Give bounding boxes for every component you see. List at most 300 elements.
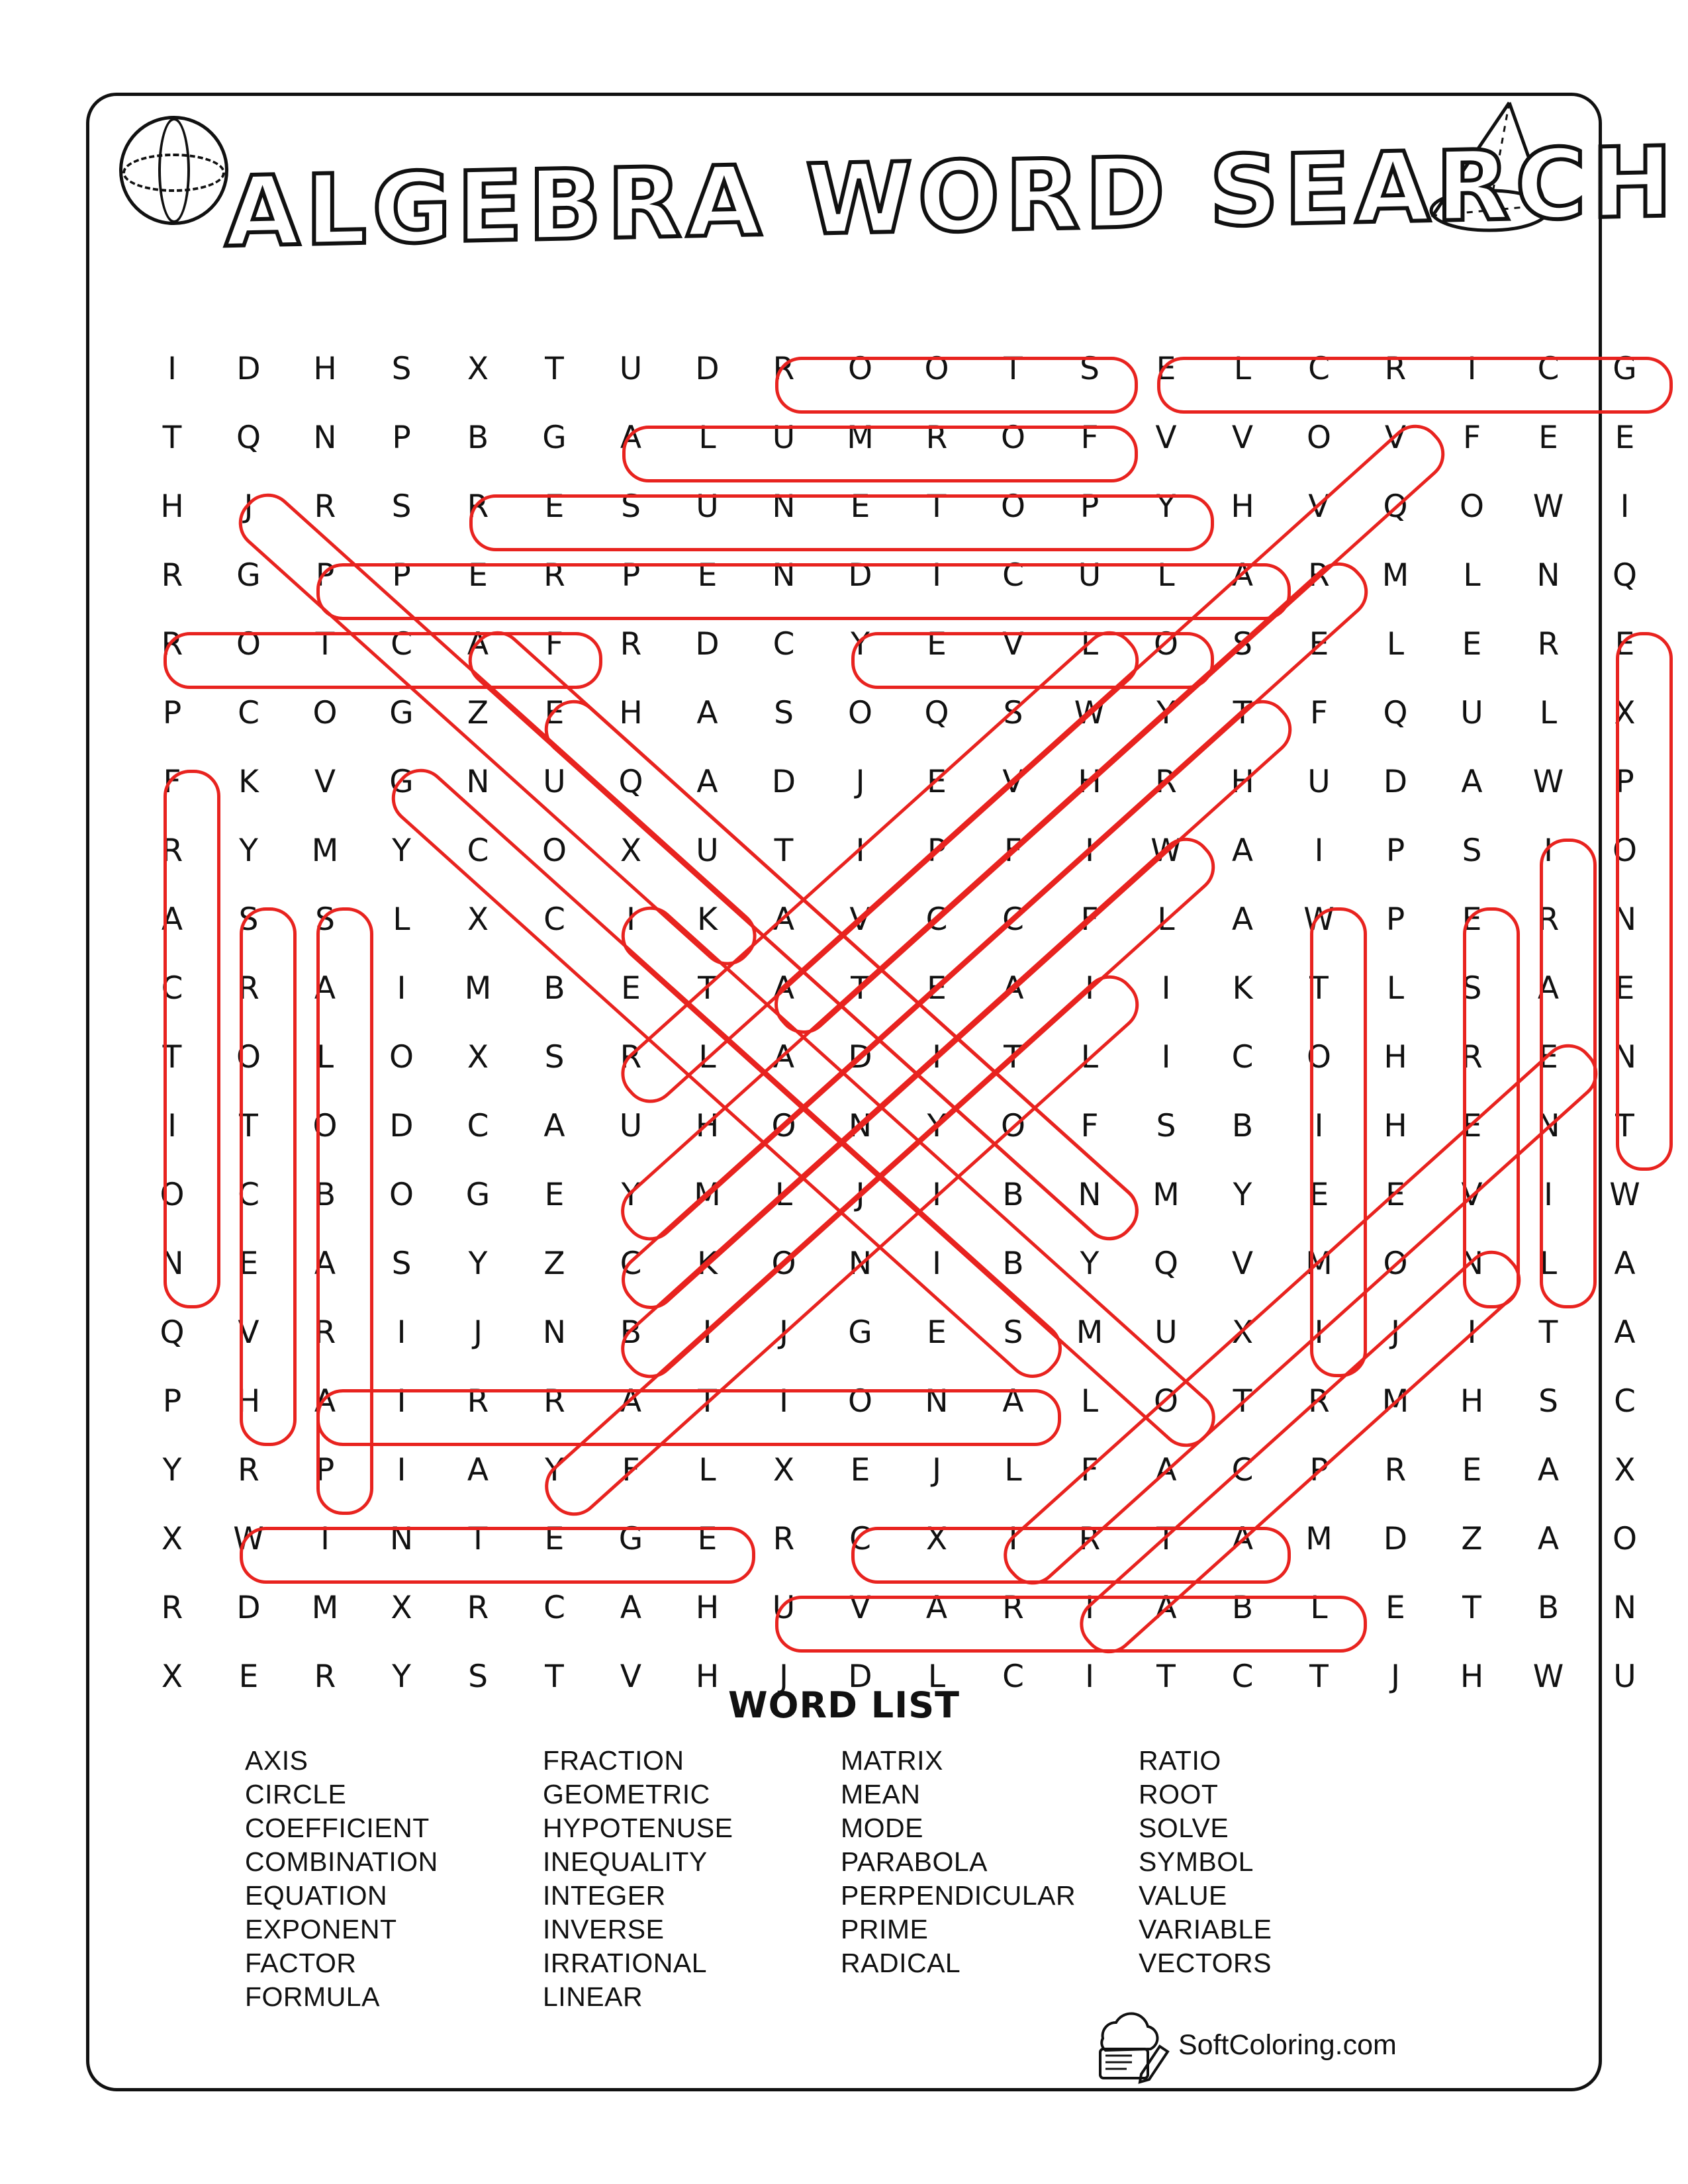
word-list-column	[543, 1744, 841, 2014]
grid-letter: X	[467, 351, 489, 387]
grid-letter: C	[543, 1590, 565, 1626]
grid-letter: T	[1538, 1314, 1558, 1351]
word-list-item: FORMULA	[245, 1981, 380, 2012]
grid-letter: E	[1385, 1177, 1405, 1213]
word-list-item: PRIME	[841, 1914, 929, 1944]
grid-letter: E	[1538, 420, 1558, 456]
grid-letter: V	[1002, 626, 1024, 662]
grid-letter: I	[1314, 833, 1324, 869]
grid-letter: I	[626, 901, 635, 938]
word-list-item: PARABOLA	[841, 1846, 988, 1877]
page-title-text: ALGEBRA WORD SEARCH	[225, 126, 1678, 269]
grid-letter: Q	[1613, 557, 1637, 594]
grid-letter: S	[1080, 351, 1100, 387]
grid-letter: N	[925, 1383, 949, 1420]
grid-letter: E	[1309, 626, 1329, 662]
grid-letter: O	[236, 626, 261, 662]
grid-letter: F	[1462, 420, 1481, 456]
grid-letter: S	[1462, 970, 1482, 1007]
grid-letter: P	[1309, 1452, 1329, 1488]
grid-letter: L	[774, 1177, 793, 1213]
grid-letter: R	[1155, 764, 1177, 800]
grid-letter: Z	[467, 695, 489, 731]
grid-letter: G	[236, 557, 261, 594]
grid-letter: R	[314, 1659, 336, 1695]
grid-letter: D	[389, 1108, 414, 1144]
grid-letter: J	[855, 764, 865, 800]
grid-letter: Y	[1233, 1177, 1252, 1213]
grid-letter: L	[927, 1659, 946, 1695]
grid-letter: K	[697, 901, 718, 938]
grid-letter: J	[779, 1314, 788, 1351]
grid-letter: W	[1532, 488, 1564, 525]
grid-letter: D	[695, 351, 720, 387]
grid-letter: A	[161, 901, 183, 938]
grid-letter: D	[848, 557, 872, 594]
grid-letter: R	[238, 1452, 259, 1488]
grid-letter: T	[545, 1659, 564, 1695]
grid-letter: B	[1002, 1177, 1024, 1213]
grid-letter: E	[1462, 1108, 1482, 1144]
grid-letter: R	[1384, 351, 1407, 387]
grid-letter: U	[772, 1590, 796, 1626]
grid-letter: N	[160, 1246, 184, 1282]
grid-letter: E	[468, 557, 488, 594]
grid-letter: V	[1002, 764, 1024, 800]
grid-letter: T	[1004, 351, 1023, 387]
grid-letter: C	[1002, 557, 1024, 594]
grid-letter: N	[1613, 1590, 1637, 1626]
grid-letter: J	[1391, 1314, 1400, 1351]
grid-letter: W	[1532, 764, 1564, 800]
grid-letter: Y	[392, 1659, 411, 1695]
grid-letter: I	[1544, 1177, 1553, 1213]
grid-letter: P	[315, 1452, 335, 1488]
grid-letter: L	[1310, 1590, 1328, 1626]
grid-letter: S	[391, 1246, 412, 1282]
grid-letter: I	[779, 1383, 788, 1420]
grid-letter: F	[1080, 1452, 1099, 1488]
grid-letter: E	[697, 557, 718, 594]
grid-letter: E	[238, 1659, 259, 1695]
grid-letter: V	[1155, 420, 1177, 456]
grid-letter: N	[1460, 1246, 1484, 1282]
grid-letter: O	[1307, 420, 1331, 456]
grid-letter: H	[1383, 1039, 1407, 1075]
grid-letter: S	[774, 695, 794, 731]
grid-letter: A	[314, 1383, 336, 1420]
grid-letter: R	[620, 626, 642, 662]
grid-letter: O	[1001, 420, 1025, 456]
grid-letter: O	[848, 695, 872, 731]
grid-letter: N	[848, 1246, 872, 1282]
page-title	[225, 126, 1678, 295]
grid-letter: Z	[543, 1246, 565, 1282]
grid-letter: A	[1231, 557, 1254, 594]
grid-letter: S	[621, 488, 641, 525]
grid-letter: T	[239, 1108, 258, 1144]
grid-letter: B	[467, 420, 489, 456]
grid-letter: L	[393, 901, 410, 938]
grid-letter: O	[389, 1039, 414, 1075]
grid-letter: T	[1233, 1383, 1252, 1420]
grid-letter: R	[467, 1383, 489, 1420]
grid-letter: M	[464, 970, 492, 1007]
grid-letter: C	[238, 1177, 259, 1213]
grid-letter: Q	[1383, 488, 1408, 525]
word-list-item: INEQUALITY	[543, 1846, 708, 1877]
grid-letter: G	[389, 764, 414, 800]
grid-letter: F	[1309, 695, 1329, 731]
grid-letter: T	[468, 1521, 488, 1557]
grid-letter: S	[391, 488, 412, 525]
grid-letter: Y	[162, 1452, 182, 1488]
grid-letter: H	[1460, 1659, 1484, 1695]
grid-letter: A	[620, 1590, 642, 1626]
grid-letter: C	[773, 626, 795, 662]
grid-letter: J	[932, 1452, 941, 1488]
grid-letter: A	[773, 1039, 795, 1075]
grid-letter: C	[1231, 1039, 1254, 1075]
grid-letter: E	[1462, 901, 1482, 938]
grid-letter: O	[924, 351, 949, 387]
grid-letter: O	[771, 1108, 796, 1144]
grid-letter: A	[1537, 1452, 1560, 1488]
grid-letter: W	[233, 1521, 264, 1557]
grid-letter: P	[315, 557, 335, 594]
grid-letter: U	[543, 764, 566, 800]
grid-letter: U	[696, 833, 719, 869]
word-list-item: GEOMETRIC	[543, 1779, 710, 1809]
grid-letter: A	[543, 1108, 565, 1144]
grid-letter: S	[1156, 1108, 1176, 1144]
grid-letter: T	[1233, 695, 1252, 731]
grid-letter: R	[1537, 626, 1560, 662]
word-list-column	[1139, 1744, 1436, 2014]
grid-letter: G	[389, 695, 414, 731]
word-list-item: CIRCLE	[245, 1779, 347, 1809]
grid-letter: R	[620, 1039, 642, 1075]
grid-letter: M	[1382, 557, 1409, 594]
word-list-item: SYMBOL	[1139, 1846, 1254, 1877]
grid-letter: V	[620, 1659, 642, 1695]
grid-letter: R	[543, 557, 565, 594]
grid-letter: H	[619, 695, 643, 731]
grid-letter: B	[543, 970, 565, 1007]
grid-letter: D	[848, 1659, 872, 1695]
grid-letter: H	[236, 1383, 261, 1420]
grid-letter: Y	[1156, 488, 1176, 525]
grid-letter: G	[848, 1314, 872, 1351]
grid-letter: X	[773, 1452, 795, 1488]
grid-letter: A	[773, 970, 795, 1007]
grid-letter: U	[1154, 1314, 1178, 1351]
grid-letter: U	[1460, 695, 1483, 731]
word-list-item: VALUE	[1139, 1880, 1227, 1911]
word-search-grid	[154, 351, 1640, 1695]
grid-letter: L	[1233, 351, 1252, 387]
grid-letter: N	[848, 1108, 872, 1144]
word-list-item: INVERSE	[543, 1914, 665, 1944]
grid-letter: P	[392, 557, 411, 594]
grid-letter: T	[1615, 1108, 1634, 1144]
grid-letter: N	[313, 420, 337, 456]
grid-letter: X	[467, 901, 489, 938]
grid-letter: I	[167, 351, 177, 387]
word-list-item: RADICAL	[841, 1948, 961, 1978]
grid-letter: Y	[392, 833, 411, 869]
grid-letter: M	[694, 1177, 721, 1213]
grid-letter: R	[1384, 1452, 1407, 1488]
grid-letter: D	[1383, 764, 1408, 800]
word-list-item: MEAN	[841, 1779, 921, 1809]
grid-letter: S	[1003, 695, 1023, 731]
grid-letter: S	[391, 351, 412, 387]
grid-letter: S	[1233, 626, 1252, 662]
grid-letter: L	[1463, 557, 1481, 594]
grid-letter: D	[236, 351, 261, 387]
grid-letter: H	[695, 1659, 720, 1695]
grid-letter: A	[773, 901, 795, 938]
grid-letter: Y	[468, 1246, 488, 1282]
grid-letter: I	[1085, 970, 1094, 1007]
grid-letter: L	[1004, 1452, 1022, 1488]
grid-letter: I	[932, 1246, 941, 1282]
grid-letter: M	[1152, 1177, 1180, 1213]
grid-letter: A	[1002, 1383, 1024, 1420]
grid-letter: C	[1231, 1659, 1254, 1695]
grid-letter: U	[772, 420, 796, 456]
grid-letter: F	[1080, 1108, 1099, 1144]
grid-letter: Q	[1154, 1246, 1178, 1282]
grid-letter: L	[316, 1039, 334, 1075]
grid-letter: O	[848, 351, 872, 387]
grid-letter: N	[772, 488, 796, 525]
grid-letter: V	[238, 1314, 259, 1351]
grid-letter: I	[1085, 833, 1094, 869]
grid-letter: X	[391, 1590, 412, 1626]
grid-letter: C	[620, 1246, 642, 1282]
word-list-heading: WORD LIST	[728, 1684, 960, 1726]
grid-letter: D	[771, 764, 796, 800]
grid-letter: E	[621, 970, 641, 1007]
grid-letter: S	[544, 1039, 565, 1075]
grid-letter: C	[1002, 1659, 1024, 1695]
grid-letter: E	[1156, 351, 1176, 387]
grid-letter: I	[1314, 1108, 1324, 1144]
grid-letter: I	[702, 1314, 712, 1351]
grid-letter: A	[925, 1590, 948, 1626]
grid-letter: T	[1462, 1590, 1481, 1626]
grid-letter: R	[543, 1383, 565, 1420]
grid-letter: N	[466, 764, 490, 800]
grid-letter: D	[1383, 1521, 1408, 1557]
grid-letter: W	[1303, 901, 1335, 938]
grid-letter: P	[1615, 764, 1634, 800]
grid-letter: Q	[236, 420, 261, 456]
grid-letter: V	[1231, 420, 1254, 456]
grid-letter: R	[467, 1590, 489, 1626]
grid-letter: M	[311, 1590, 339, 1626]
grid-letter: X	[161, 1521, 183, 1557]
sphere-doodle-icon	[119, 116, 228, 225]
footer-brand-text: SoftColoring.com	[1178, 2029, 1397, 2061]
grid-letter: A	[314, 970, 336, 1007]
grid-letter: R	[1461, 1039, 1483, 1075]
grid-letter: E	[1462, 626, 1482, 662]
grid-letter: F	[1080, 901, 1099, 938]
word-list-item: HYPOTENUSE	[543, 1813, 733, 1843]
grid-letter: O	[1613, 833, 1637, 869]
grid-letter: G	[618, 1521, 643, 1557]
grid-letter: I	[1161, 970, 1171, 1007]
grid-letter: L	[1386, 970, 1405, 1007]
grid-letter: P	[392, 420, 411, 456]
grid-letter: G	[542, 420, 567, 456]
grid-letter: C	[467, 1108, 489, 1144]
grid-letter: I	[397, 1383, 406, 1420]
grid-letter: F	[622, 1452, 640, 1488]
grid-letter: O	[312, 1108, 338, 1144]
grid-letter: T	[851, 970, 870, 1007]
grid-letter: V	[1384, 420, 1407, 456]
grid-letter: U	[1307, 764, 1331, 800]
word-list-item: AXIS	[245, 1745, 308, 1776]
grid-letter: Q	[924, 695, 949, 731]
grid-letter: Y	[851, 626, 870, 662]
grid-letter: T	[1156, 1521, 1176, 1557]
grid-letter: X	[467, 1039, 489, 1075]
grid-letter: M	[311, 833, 339, 869]
grid-letter: E	[927, 626, 947, 662]
grid-letter: V	[1231, 1246, 1254, 1282]
grid-letter: N	[1536, 1108, 1560, 1144]
grid-letter: A	[1002, 970, 1024, 1007]
grid-letter: E	[1385, 1590, 1405, 1626]
grid-letter: I	[1544, 833, 1553, 869]
grid-letter: E	[1615, 970, 1635, 1007]
grid-letter: M	[847, 420, 874, 456]
grid-letter: O	[1001, 1108, 1025, 1144]
grid-letter: U	[1078, 557, 1102, 594]
grid-letter: C	[849, 1521, 871, 1557]
grid-letter: I	[1314, 1314, 1324, 1351]
word-list-item: COMBINATION	[245, 1846, 438, 1877]
grid-letter: E	[1615, 420, 1635, 456]
grid-letter: I	[167, 1108, 177, 1144]
grid-letter: J	[473, 1314, 483, 1351]
word-list-item: FRACTION	[543, 1745, 684, 1776]
word-list-item: IRRATIONAL	[543, 1948, 707, 1978]
grid-letter: B	[314, 1177, 336, 1213]
grid-letter: T	[1156, 1659, 1176, 1695]
grid-letter: U	[1613, 1659, 1636, 1695]
grid-letter: E	[850, 1452, 870, 1488]
word-list-item: VARIABLE	[1139, 1914, 1272, 1944]
grid-letter: I	[932, 557, 941, 594]
grid-letter: P	[1385, 833, 1405, 869]
grid-letter: V	[314, 764, 336, 800]
grid-letter: W	[1150, 833, 1182, 869]
grid-letter: L	[1080, 1039, 1099, 1075]
grid-letter: E	[238, 1246, 259, 1282]
grid-letter: A	[1614, 1246, 1636, 1282]
grid-letter: A	[620, 1383, 642, 1420]
grid-letter: A	[1461, 764, 1483, 800]
grid-letter: O	[848, 1383, 872, 1420]
grid-letter: A	[1537, 1521, 1560, 1557]
grid-letter: J	[244, 488, 254, 525]
grid-letter: A	[1231, 833, 1254, 869]
grid-letter: A	[1614, 1314, 1636, 1351]
grid-letter: P	[621, 557, 641, 594]
grid-letter: J	[779, 1659, 788, 1695]
grid-letter: L	[1080, 626, 1099, 662]
grid-letter: I	[1085, 1590, 1094, 1626]
footer-logo	[1086, 2012, 1456, 2085]
grid-letter: O	[236, 1039, 261, 1075]
grid-letter: E	[544, 1177, 565, 1213]
grid-letter: T	[162, 420, 182, 456]
grid-letter: N	[1613, 901, 1637, 938]
grid-letter: I	[932, 1039, 941, 1075]
grid-letter: O	[1460, 488, 1484, 525]
grid-letter: X	[620, 833, 642, 869]
grid-letter: H	[1383, 1108, 1407, 1144]
grid-letter: H	[695, 1590, 720, 1626]
grid-letter: I	[397, 1314, 406, 1351]
grid-letter: F	[1004, 833, 1023, 869]
grid-letter: V	[1461, 1177, 1483, 1213]
grid-letter: N	[542, 1314, 567, 1351]
grid-letter: L	[698, 1039, 716, 1075]
grid-letter: R	[238, 970, 259, 1007]
grid-letter: Y	[621, 1177, 641, 1213]
grid-letter: A	[1155, 1452, 1177, 1488]
grid-letter: L	[1539, 695, 1558, 731]
grid-letter: C	[391, 626, 412, 662]
grid-letter: C	[467, 833, 489, 869]
grid-letter: A	[1537, 970, 1560, 1007]
grid-letter: N	[772, 557, 796, 594]
grid-letter: E	[544, 1521, 565, 1557]
grid-letter: A	[696, 764, 718, 800]
grid-letter: K	[697, 1246, 718, 1282]
grid-letter: H	[695, 1108, 720, 1144]
grid-letter: O	[160, 1177, 185, 1213]
grid-letter: X	[1614, 1452, 1636, 1488]
grid-letter: R	[161, 557, 183, 594]
grid-letter: V	[849, 1590, 871, 1626]
grid-letter: Q	[618, 764, 643, 800]
word-list	[245, 1744, 1436, 2014]
grid-letter: L	[1157, 557, 1175, 594]
word-list-column	[841, 1744, 1139, 2014]
grid-letter: U	[619, 351, 643, 387]
grid-letter: Y	[239, 833, 258, 869]
grid-letter: X	[925, 1521, 948, 1557]
grid-letter: Q	[1383, 695, 1408, 731]
grid-letter: I	[932, 1177, 941, 1213]
grid-letter: R	[773, 351, 795, 387]
grid-letter: D	[848, 1039, 872, 1075]
grid-letter: P	[162, 695, 182, 731]
grid-letter: N	[1613, 1039, 1637, 1075]
grid-letter: L	[698, 420, 716, 456]
grid-letter: I	[1467, 1314, 1477, 1351]
grid-letter: T	[1309, 970, 1329, 1007]
grid-letter: P	[927, 833, 947, 869]
